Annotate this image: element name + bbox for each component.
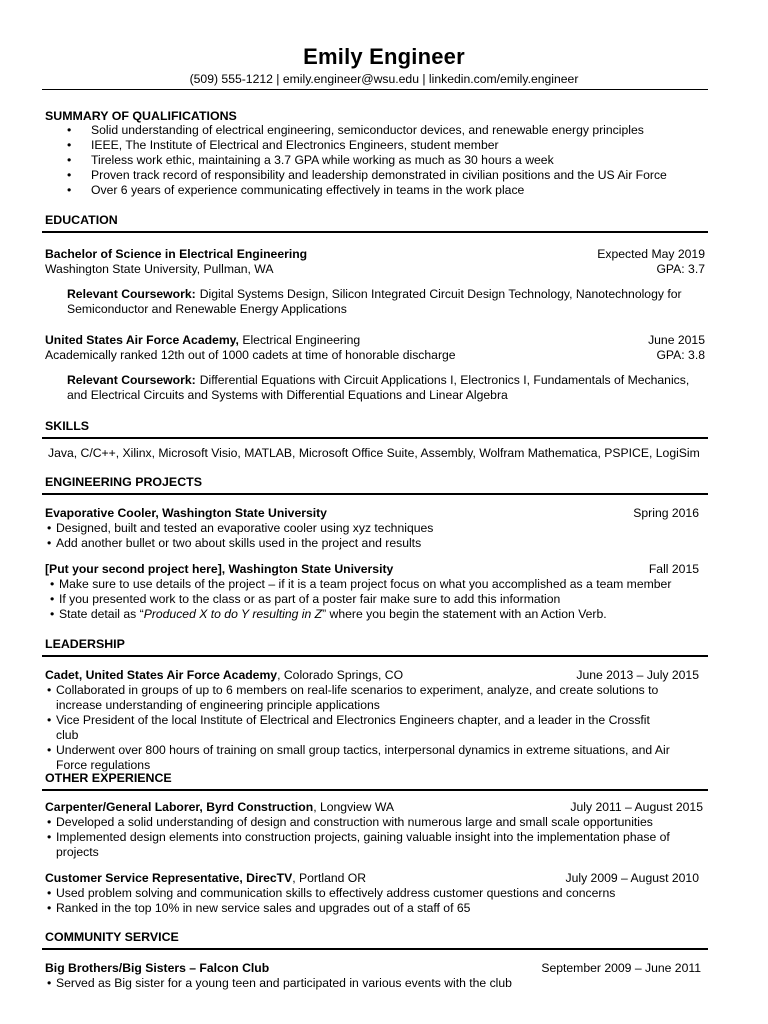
leadership-bullet: • Vice President of the local Institute of Electrical and Electronics Engineers chapter, and a leader in the Crossfit club: [45, 713, 675, 743]
summary-item: • Tireless work ethic, maintaining a 3.7 GPA while working as much as 30 hours a week: [45, 153, 705, 168]
project-bullet: [48, 607, 705, 622]
experience-role: Customer Service Representative, DirecTV: [45, 871, 293, 885]
experience-date: July 2009 – August 2010: [565, 871, 699, 885]
project-bullet: • Make sure to use details of the project – if it is a team project focus on what you accomplished as a team member: [48, 577, 705, 592]
degree-name: United States Air Force Academy,: [45, 333, 239, 347]
project-name: [Put your second project here], Washington State University: [45, 562, 394, 576]
experience-row: [45, 871, 705, 886]
education-row: [45, 348, 705, 363]
experience-date: July 2011 – August 2015: [570, 800, 703, 814]
experience-role-line: [45, 800, 394, 815]
coursework-label: Relevant Coursework:: [67, 373, 196, 387]
experience-bullet: • Ranked in the top 10% in new service sales and upgrades out of a staff of 65: [45, 901, 705, 916]
education-row: [45, 262, 705, 277]
summary-title: SUMMARY OF QUALIFICATIONS: [45, 109, 237, 123]
project-bullet: • If you presented work to the class or as part of a poster fair make sure to add this information: [48, 592, 705, 607]
project-row: [45, 506, 705, 521]
summary-item: • Solid understanding of electrical engineering, semiconductor devices, and renewable energy principles: [45, 123, 705, 138]
summary-section: [45, 109, 705, 198]
experience-entry: [45, 800, 705, 860]
projects-heading: ENGINEERING PROJECTS: [45, 475, 202, 489]
leadership-role-line: [45, 668, 403, 683]
experience-location: , Portland OR: [292, 871, 367, 885]
experience-location: , Longview WA: [313, 800, 395, 814]
leadership-entry: [45, 668, 705, 773]
community-title: [45, 930, 705, 944]
leadership-role: Cadet, United States Air Force Academy: [45, 668, 278, 682]
community-rule: [42, 948, 708, 950]
experience-bullet: • Developed a solid understanding of design and construction with numerous large and small scale opportunities: [45, 815, 685, 830]
leadership-date: June 2013 – July 2015: [576, 668, 699, 682]
leadership-row: [45, 668, 705, 683]
summary-item: • Over 6 years of experience communicating effectively in teams in the work place: [45, 183, 705, 198]
degree-date: June 2015: [648, 333, 705, 347]
community-date: September 2009 – June 2011: [541, 961, 701, 975]
leadership-rule: [42, 655, 708, 657]
experience-role: Carpenter/General Laborer, Byrd Construction: [45, 800, 314, 814]
coursework: [45, 373, 705, 403]
project-entry: [45, 506, 705, 551]
experience-title: [45, 771, 705, 785]
coursework-text: Digital Systems Design, Silicon Integrated Circuit Design Technology, Nanotechnology for Semiconductor and Renewable Energy Applications: [67, 287, 682, 316]
experience-heading: OTHER EXPERIENCE: [45, 771, 172, 785]
degree-name: Bachelor of Science in Electrical Engineering: [45, 247, 308, 261]
education-rule: [42, 231, 708, 233]
community-row: [45, 961, 705, 976]
community-bullets: [45, 976, 705, 991]
experience-rule: [42, 789, 708, 791]
leadership-bullets: [45, 683, 705, 773]
project-date: Fall 2015: [648, 562, 699, 576]
project-bullets: [45, 577, 705, 622]
project-name: Evaporative Cooler, Washington State University: [45, 506, 327, 520]
education-entry: [45, 247, 705, 317]
leadership-location: , Colorado Springs, CO: [277, 668, 404, 682]
skills-text: Java, C/C++, Xilinx, Microsoft Visio, MATLAB, Microsoft Office Suite, Assembly, Wolfram Mathematica, PSPICE, LogiSim: [48, 446, 700, 460]
candidate-name: Emily Engineer: [303, 44, 465, 69]
project-bullets: [45, 521, 705, 551]
project-row: [45, 562, 705, 577]
leadership-heading: LEADERSHIP: [45, 637, 125, 651]
education-heading: EDUCATION: [45, 213, 118, 227]
skills-heading: SKILLS: [45, 419, 90, 433]
degree-date: Expected May 2019: [597, 247, 705, 261]
experience-entry: [45, 871, 705, 916]
experience-bullet: • Used problem solving and communication skills to effectively address customer questions and concerns: [45, 886, 705, 901]
projects-title: [45, 475, 705, 489]
header-divider: [42, 89, 708, 90]
gpa: GPA: 3.7: [656, 262, 705, 276]
experience-bullet: • Implemented design elements into construction projects, gaining valuable insight into the implementation phase of projects: [45, 830, 685, 860]
education-title: [45, 213, 705, 227]
summary-item: • IEEE, The Institute of Electrical and Electronics Engineers, student member: [45, 138, 705, 153]
experience-bullets: [45, 815, 705, 860]
project-entry: [45, 562, 705, 622]
experience-role-line: [45, 871, 366, 886]
skills-title: [45, 419, 705, 433]
community-bullet: • Served as Big sister for a young teen and participated in various events with the club: [45, 976, 705, 991]
bullet-italic: Produced X to do Y resulting in Z: [143, 607, 323, 621]
leadership-bullet: • Collaborated in groups of up to 6 members on real-life scenarios to experiment, analyze, and create solutions to increase understanding of engineering principle applications: [45, 683, 675, 713]
degree-title: [45, 247, 307, 262]
school-name: Washington State University, Pullman, WA: [45, 262, 274, 276]
coursework-text: Differential Equations with Circuit Applications I, Electronics I, Fundamentals of Mechanics, and Electrical Circuits and Systems with Differential Equations and Linear Algebra: [67, 373, 690, 402]
experience-row: [45, 800, 705, 815]
community-role: Big Brothers/Big Sisters – Falcon Club: [45, 961, 270, 975]
education-row: [45, 333, 705, 348]
projects-rule: [42, 493, 708, 495]
community-entry: [45, 961, 705, 991]
project-bullet: • Add another bullet or two about skills used in the project and results: [45, 536, 705, 551]
education-entry: [45, 333, 705, 403]
bullet-pre: State detail as “: [59, 607, 144, 621]
coursework: [45, 287, 705, 317]
skills-rule: [42, 437, 708, 439]
degree-detail: Electrical Engineering: [238, 333, 361, 347]
experience-bullets: [45, 886, 705, 916]
leadership-bullet: • Underwent over 800 hours of training on small group tactics, interpersonal dynamics in extreme situations, and Air Force regulations: [45, 743, 675, 773]
education-row: [45, 247, 705, 262]
project-bullet: • Designed, built and tested an evaporative cooler using xyz techniques: [45, 521, 705, 536]
leadership-title: [45, 637, 705, 651]
school-name: Academically ranked 12th out of 1000 cadets at time of honorable discharge: [45, 348, 456, 362]
project-date: Spring 2016: [633, 506, 699, 520]
contact-line: (509) 555-1212 | emily.engineer@wsu.edu | linkedin.com/emily.engineer: [189, 72, 579, 86]
gpa: GPA: 3.8: [656, 348, 705, 362]
bullet-post: ” where you begin the statement with an Action Verb.: [322, 607, 607, 621]
community-heading: COMMUNITY SERVICE: [45, 930, 179, 944]
degree-title: [45, 333, 360, 348]
coursework-label: Relevant Coursework:: [67, 287, 196, 301]
summary-list: [45, 123, 705, 198]
summary-item: • Proven track record of responsibility and leadership demonstrated in civilian positions and the US Air Force: [45, 168, 705, 183]
